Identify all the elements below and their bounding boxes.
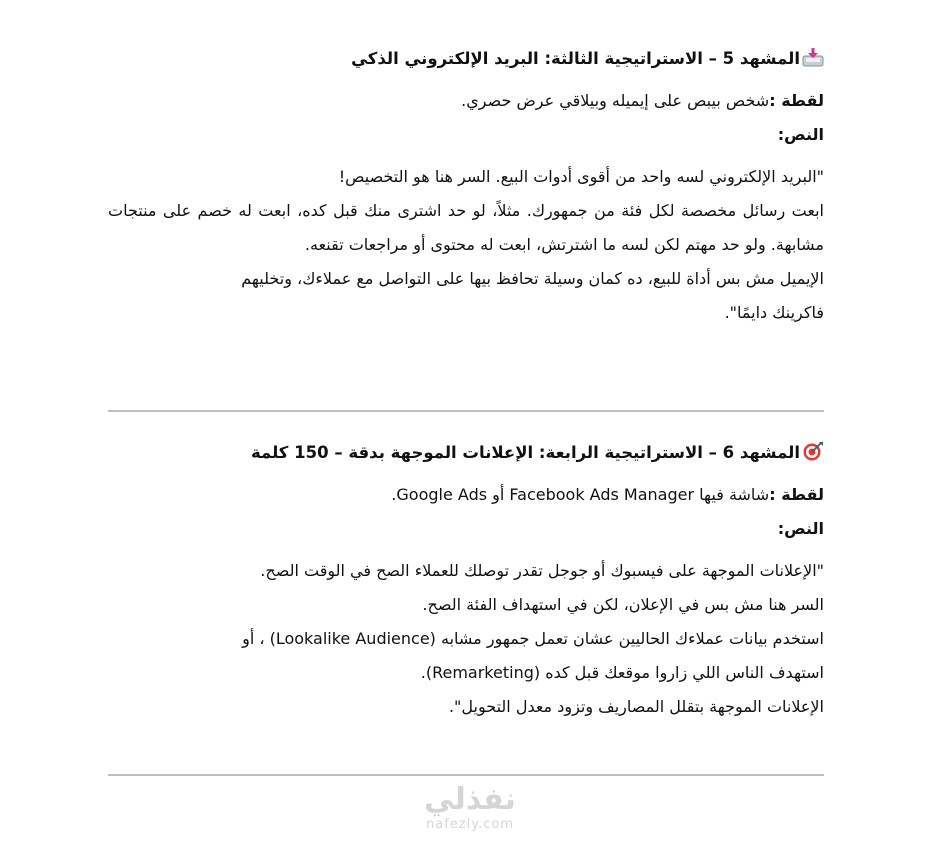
scene-6-heading (108, 436, 824, 470)
scene-5-body-line: "البريد الإلكتروني لسه واحد من أقوى أدوات البيع. السر هنا هو التخصيص! (338, 167, 824, 186)
section-divider (108, 410, 824, 412)
shot-text: شاشة فيها Facebook Ads Manager أو Google Ads. (391, 485, 770, 504)
scene-6-body-line: الإعلانات الموجهة بتقلل المصاريف وتزود معدل التحويل". (448, 697, 824, 716)
scene-5-shot (108, 84, 824, 118)
watermark-arabic: نفذلي (424, 782, 516, 817)
scene-5-section (108, 42, 824, 330)
scene-6-body-line: السر هنا مش بس في الإعلان، لكن في استهداف الفئة الصح. (422, 595, 824, 614)
shot-text: شخص بيبص على إيميله وبيلاقي عرض حصري. (461, 91, 770, 110)
scene-5-body-line: الإيميل مش بس أداة للبيع، ده كمان وسيلة تحافظ بيها على التواصل مع عملاءك، وتخليهم (241, 269, 824, 288)
scene-5-body-paragraph: ابعت رسائل مخصصة لكل فئة من جمهورك. مثلاً، لو حد اشترى منك قبل كده، ابعت له خصم على منتجات مشابهة. ولو حد مهتم لكن لسه ما اشترتش، ابعت له محتوى أو مراجعات تقنعه. (108, 201, 824, 254)
scene-6-heading-text: المشهد 6 – الاستراتيجية الرابعة: الإعلانات الموجهة بدقة – 150 كلمة (251, 443, 800, 462)
nafezly-watermark (405, 782, 535, 842)
inbox-tray-icon (802, 45, 824, 65)
scene-6-body-line: استهدف الناس اللي زاروا موقعك قبل كده (Remarketing). (420, 663, 824, 682)
scene-6-shot (108, 478, 824, 512)
scene-6-body-line: "الإعلانات الموجهة على فيسبوك أو جوجل تقدر توصلك للعملاء الصح في الوقت الصح. (260, 561, 824, 580)
scene-5-body-line: فاكرينك دايمًا". (724, 303, 824, 322)
scene-5-heading (108, 42, 824, 76)
shot-label: لقطة : (769, 91, 824, 110)
watermark-latin: nafezly.com (426, 817, 514, 832)
target-icon (802, 439, 824, 459)
shot-label: لقطة : (769, 485, 824, 504)
scene-5-heading-text: المشهد 5 – الاستراتيجية الثالثة: البريد الإلكتروني الذكي (351, 49, 800, 68)
scene-6-section (108, 436, 824, 724)
section-divider (108, 774, 824, 776)
scene-5-text-label: النص: (777, 125, 824, 144)
scene-6-text-label: النص: (777, 519, 824, 538)
scene-6-body-line: استخدم بيانات عملاءك الحاليين عشان تعمل جمهور مشابه (Lookalike Audience) ، أو (242, 629, 824, 648)
